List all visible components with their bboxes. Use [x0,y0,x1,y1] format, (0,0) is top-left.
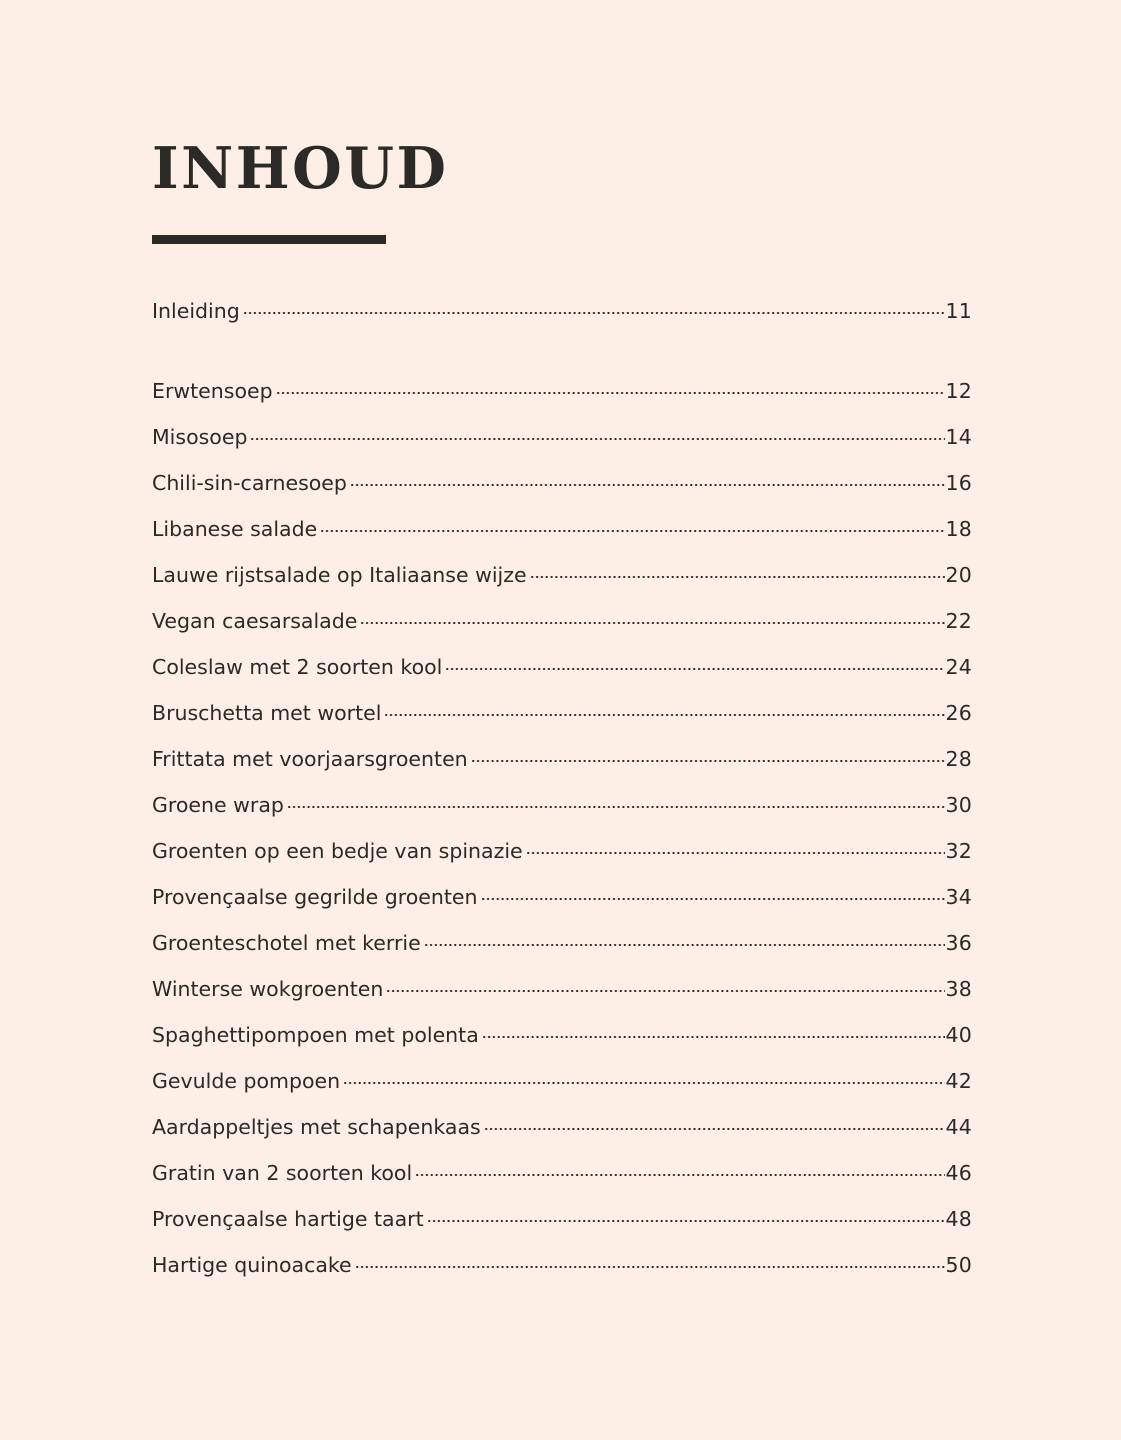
toc-entry-page-number: 16 [945,471,972,495]
toc-entry-page-number: 50 [945,1253,972,1277]
toc-dot-leader [446,654,944,675]
toc-dot-leader [244,298,945,319]
toc-entry[interactable] [152,1058,972,1104]
toc-entry[interactable] [152,552,972,598]
toc-dot-leader [482,884,945,905]
toc-entry-label: Aardappeltjes met schapenkaas [152,1115,481,1139]
toc-entry[interactable] [152,598,972,644]
toc-entry-page-number: 46 [945,1161,972,1185]
toc-dot-leader [387,976,944,997]
toc-entry-page-number: 40 [945,1023,972,1047]
toc-entry-page-number: 38 [945,977,972,1001]
toc-entry-page-number: 44 [945,1115,972,1139]
toc-entry-page-number: 26 [945,701,972,725]
toc-dot-leader [472,746,945,767]
toc-entry-label: Groenteschotel met kerrie [152,931,421,955]
toc-dot-leader [425,930,945,951]
toc-entry-page-number: 36 [945,931,972,955]
toc-header [152,135,1012,244]
toc-entry-label: Frittata met voorjaarsgroenten [152,747,468,771]
toc-entry[interactable] [152,966,972,1012]
toc-entry-page-number: 30 [945,793,972,817]
toc-entry-page-number: 20 [945,563,972,587]
toc-entry-page-number: 22 [945,609,972,633]
toc-entry-label: Gratin van 2 soorten kool [152,1161,413,1185]
toc-entry-label: Erwtensoep [152,379,273,403]
toc-dot-leader [416,1160,944,1181]
toc-entry-page-number: 48 [945,1207,972,1231]
toc-dot-leader [288,792,945,813]
toc-entry-list [152,288,972,1288]
toc-dot-leader [321,516,944,537]
toc-dot-leader [251,424,944,445]
toc-entry-label: Gevulde pompoen [152,1069,341,1093]
toc-entry[interactable] [152,288,972,334]
toc-entry-label: Bruschetta met wortel [152,701,382,725]
toc-entry-label: Libanese salade [152,517,318,541]
toc-entry[interactable] [152,828,972,874]
toc-entry-label: Coleslaw met 2 soorten kool [152,655,443,679]
toc-entry-label: Misosoep [152,425,248,449]
toc-entry[interactable] [152,1196,972,1242]
toc-entry-page-number: 32 [945,839,972,863]
toc-entry[interactable] [152,736,972,782]
toc-entry[interactable] [152,644,972,690]
toc-entry[interactable] [152,368,972,414]
toc-dot-leader [277,378,945,399]
toc-dot-leader [483,1022,945,1043]
toc-entry[interactable] [152,920,972,966]
toc-entry-label: Inleiding [152,299,240,323]
toc-entry[interactable] [152,874,972,920]
toc-entry-page-number: 18 [945,517,972,541]
toc-entry-page-number: 14 [945,425,972,449]
toc-entry[interactable] [152,1150,972,1196]
toc-entry-page-number: 11 [945,299,972,323]
toc-entry-label: Provençaalse gegrilde groenten [152,885,478,909]
toc-entry-label: Provençaalse hartige taart [152,1207,424,1231]
toc-entry-label: Lauwe rijstsalade op Italiaanse wijze [152,563,527,587]
toc-entry-page-number: 24 [945,655,972,679]
toc-entry-page-number: 28 [945,747,972,771]
toc-entry[interactable] [152,782,972,828]
toc-entry-page-number: 42 [945,1069,972,1093]
toc-entry[interactable] [152,1104,972,1150]
toc-entry[interactable] [152,1242,972,1288]
toc-dot-leader [531,562,945,583]
toc-entry[interactable] [152,460,972,506]
toc-entry-label: Spaghettipompoen met polenta [152,1023,479,1047]
toc-dot-leader [351,470,945,491]
page-title: INHOUD [152,135,449,202]
toc-entry-label: Groenten op een bedje van spinazie [152,839,523,863]
toc-entry-label: Vegan caesarsalade [152,609,358,633]
toc-entry-page-number: 34 [945,885,972,909]
title-underline-rule [152,235,386,244]
toc-entry-label: Groene wrap [152,793,284,817]
toc-entry-label: Winterse wokgroenten [152,977,384,1001]
toc-entry[interactable] [152,506,972,552]
toc-dot-leader [385,700,944,721]
toc-entry[interactable] [152,1012,972,1058]
toc-dot-leader [527,838,945,859]
toc-dot-leader [344,1068,944,1089]
toc-entry[interactable] [152,690,972,736]
toc-dot-leader [485,1114,945,1135]
toc-entry-label: Hartige quinoacake [152,1253,352,1277]
toc-dot-leader [428,1206,945,1227]
toc-entry[interactable] [152,414,972,460]
toc-entry-label: Chili-sin-carnesoep [152,471,347,495]
toc-dot-leader [356,1252,945,1273]
toc-dot-leader [361,608,944,629]
toc-entry-page-number: 12 [945,379,972,403]
